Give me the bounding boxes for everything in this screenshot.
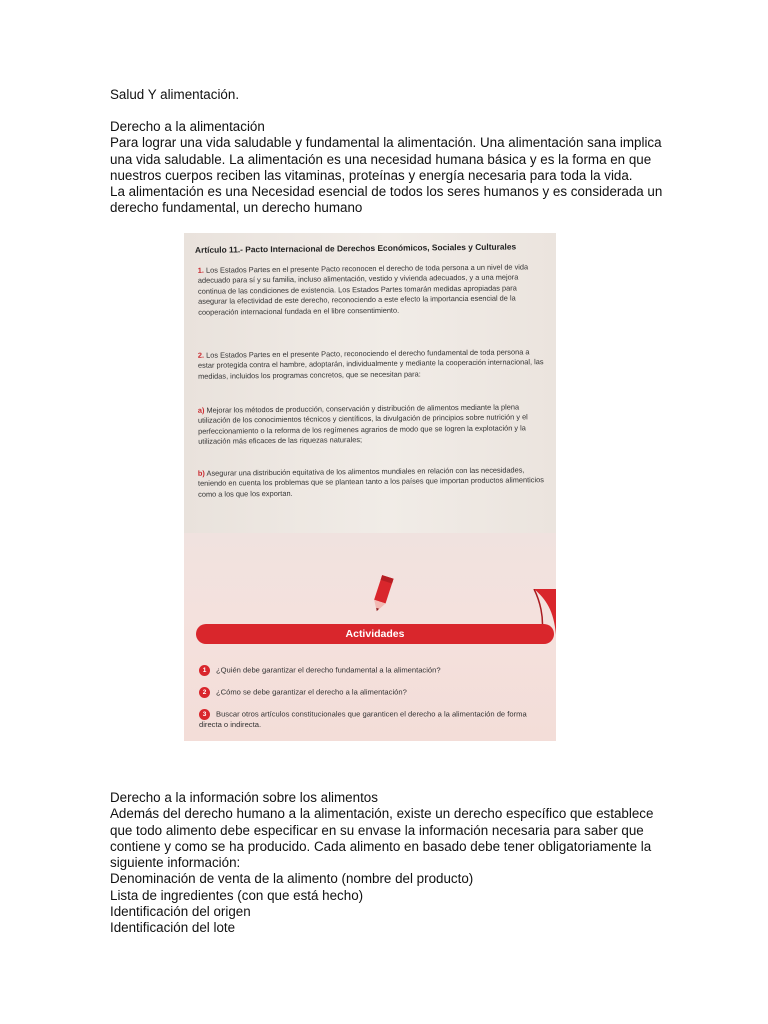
paragraph: Además del derecho humano a la alimentación, existe un derecho específico que establece que todo alimento debe especificar en su envase la información necesaria para saber que contiene y como se ha producido. Cada alimento en basado debe tener obligatoriamente la siguiente información:: [110, 806, 654, 871]
document-title: Salud Y alimentación.: [110, 87, 240, 102]
question-text: ¿Cómo se debe garantizar el derecho a la alimentación?: [216, 687, 407, 697]
paragraph: La alimentación es una Necesidad esencial de todos los seres humanos y es considerada un derecho fundamental, un derecho humano: [110, 184, 663, 216]
question-number-badge: 3: [199, 709, 210, 720]
paragraph-number: 2.: [197, 350, 205, 360]
question-text: Buscar otros artículos constitucionales que garanticen el derecho a la alimentación de forma directa o indirecta.: [199, 709, 527, 729]
paragraph-text: Los Estados Partes en el presente Pacto reconocen el derecho de toda persona a un nivel de vida adecuado para sí y su familia, incluso alimentación, vestido y vivienda adecuados, y a una mejora continua de las condiciones de existencia. Los Estados Partes tomarán medidas apropiadas para asegurar la efectividad de este derecho, reconociendo a este efecto la importancia esencial de la cooperación internacional fundada en el libre consentimiento.: [197, 262, 529, 317]
activities-banner: Actividades: [196, 624, 554, 644]
paragraph-text: Los Estados Partes en el presente Pacto, reconociendo el derecho fundamental de toda persona a estar protegida contra el hambre, adoptarán, individualmente y mediante la cooperación internacional, las medidas, incluidos los programas concretos, que se necesitan para:: [197, 347, 544, 381]
list-item: Lista de ingredientes (con que está hecho): [110, 887, 364, 903]
activity-question-3: [199, 709, 551, 730]
article-paragraph-2: [198, 347, 544, 382]
section-heading: Derecho a la alimentación: [110, 119, 265, 134]
item-label: a): [197, 405, 205, 415]
item-label: b): [197, 468, 205, 478]
section-heading: Derecho a la información sobre los alimentos: [110, 790, 378, 805]
article-item-a: [198, 402, 544, 447]
article-title: Artículo 11.- Pacto Internacional de Derechos Económicos, Sociales y Culturales: [194, 241, 517, 255]
pencil-icon: [370, 574, 394, 616]
section-food-right: [110, 119, 670, 217]
list-item: Identificación del origen: [110, 904, 251, 920]
activity-question-2: [199, 687, 551, 698]
question-number-badge: 1: [199, 665, 210, 676]
question-text: ¿Quién debe garantizar el derecho fundamental a la alimentación?: [216, 665, 441, 675]
article-paragraph-1: [198, 262, 545, 318]
article-item-b: [198, 465, 544, 500]
embedded-photo-article-11: [184, 233, 556, 741]
document-title-block: [110, 87, 670, 103]
list-item: Denominación de venta de la alimento (nombre del producto): [110, 871, 474, 887]
activity-question-1: [199, 665, 551, 676]
paragraph-number: 1.: [197, 265, 205, 275]
paragraph: Para lograr una vida saludable y fundamental la alimentación. Una alimentación sana implica una vida saludable. La alimentación es una necesidad humana básica y es la forma en que nuestros cuerpos reciben las vitaminas, proteínas y energía necesaria para toda la vida.: [110, 135, 662, 183]
list-item: Identificación del lote: [110, 920, 236, 936]
section-food-information: [110, 790, 670, 937]
item-text: Asegurar una distribución equitativa de los alimentos mundiales en relación con las necesidades, teniendo en cuenta los problemas que se plantean tanto a los países que importan productos alimenticios como a los que los exportan.: [197, 465, 544, 499]
question-number-badge: 2: [199, 687, 210, 698]
item-text: Mejorar los métodos de producción, conservación y distribución de alimentos mediante la plena utilización de los conocimientos técnicos y científicos, la divulgación de principios sobre nutrición y el perfeccionamiento o la reforma de los regímenes agrarios de modo que se logren la explotación y la utilización más eficaces de las riquezas naturales;: [197, 402, 528, 447]
